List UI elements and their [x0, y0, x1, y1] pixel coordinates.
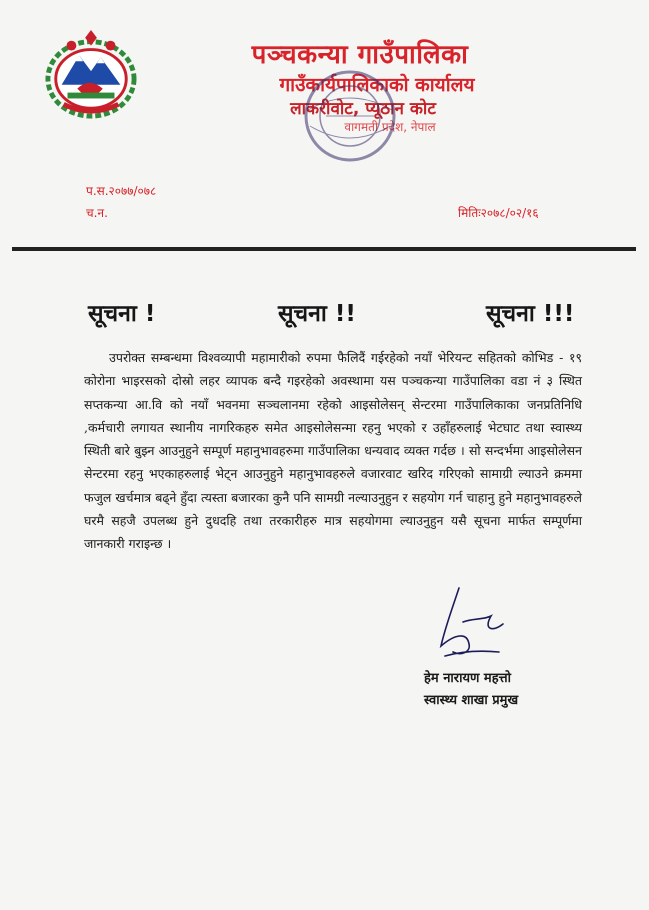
- letter-number: प.स.२०७७/०७८: [86, 184, 157, 198]
- reference-block: [86, 180, 156, 224]
- signer-block: [424, 668, 518, 712]
- notice-heading-3: सूचना !!!: [486, 301, 575, 327]
- province-line: वागमती प्रदेश, नेपाल: [344, 120, 436, 134]
- letter-date: मितिः२०७८/०२/१६: [458, 206, 539, 220]
- office-seal-stamp: [300, 66, 400, 166]
- signer-name: हेम नारायण महत्तो: [424, 671, 511, 686]
- header-divider: [12, 247, 636, 251]
- notice-heading-1: सूचना !: [88, 301, 156, 327]
- office-name: गाउँकार्यपालिकाको कार्यालय: [279, 74, 475, 96]
- org-title: पञ्चकन्या गाउँपालिका: [251, 40, 469, 70]
- notice-heading-2: सूचना !!: [278, 301, 356, 327]
- nepal-emblem-icon: [42, 28, 140, 120]
- dispatch-number: च.न.: [86, 206, 108, 220]
- office-address: लाकरीवोट, प्यूठान कोट: [290, 99, 436, 119]
- notice-body: उपरोक्त सम्बन्धमा विश्वव्यापी महामारीको रुपमा फैलिदैं गईरहेको नयाँ भेरियन्ट सहितको कोभिड - १९ कोरोना भाइरसको दोस्रो लहर व्यापक बन्दै गइरहेको अवस्थामा यस पञ्चकन्या गाउँपालिका वडा नं ३ स्थित सप्तकन्या आ.वि को नयाँ भवनमा सञ्चलानमा रहेको आइसोलेसन् सेन्टरमा गाउँपालिकाका जनप्रतिनिधि ,कर्मचारी लगायत स्थानीय नागरिकहरु समेत आइसोलेसन्मा रहनु भएको र उहाँहरुलाई भेटघाट तथा स्वास्थ्य स्थिती बारे बुझ्न आउनुहुने सम्पूर्ण महानुभावहरुमा गाउँपालिका धन्यवाद व्यक्त गर्दछ । सो सन्दर्भमा आइसोलेसन सेन्टरमा रहनु भएकाहरुलाई भेट्न आउनुहुने महानुभावहरुले वजारवाट खरिद गरिएको सामाग्री ल्याउने क्रममा फजुल खर्चमात्र बढ्ने हुँदा त्यस्ता बजारका कुनै पनि सामग्री नल्याउनुहुन र सहयोग गर्न चाहानु हुने महानुभावहरुले घरमै सहजै उपलब्ध हुने दुधदहि तथा तरकारीहरु मात्र सहयोगमा ल्याउनुहुन यसै सूचना मार्फत सम्पूर्णमा जानकारी गराइन्छ ।: [84, 350, 582, 552]
- handwritten-signature: [433, 582, 509, 662]
- signer-title: स्वास्थ्य शाखा प्रमुख: [424, 693, 519, 708]
